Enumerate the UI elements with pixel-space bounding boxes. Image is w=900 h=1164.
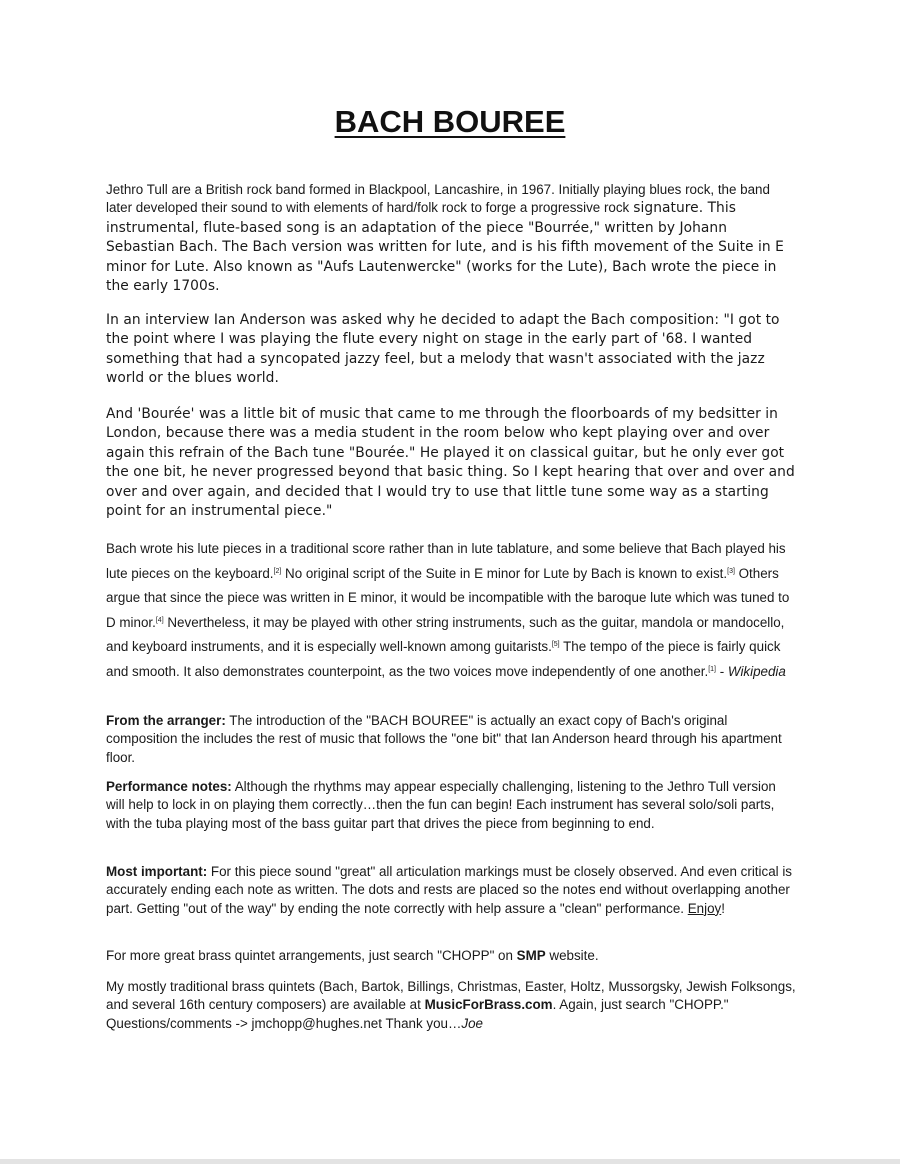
more-text: For more great brass quintet arrangements, just search "CHOPP" on	[106, 948, 517, 963]
citation-5: [5]	[551, 641, 560, 649]
source-label: Wikipedia	[727, 663, 786, 679]
page-bottom-edge	[0, 1159, 900, 1164]
wiki-sentence-3: Others argue that since the piece was written in E minor, it would be incompatible with the baroque lute which was tuned to D minor.	[106, 565, 790, 630]
performance-label: Performance notes:	[106, 779, 232, 794]
important-paragraph	[106, 863, 796, 918]
interview-paragraph: In an interview Ian Anderson was asked why he decided to adapt the Bach composition: "I got to the point where I was playing the flute every night on stage in the early part of '68. I wanted something that had a syncopated jazzy feel, but a melody that wasn't associated with the jazz world or the blues world.	[106, 312, 780, 387]
more-tail: website.	[545, 948, 599, 963]
important-text: For this piece sound "great" all articulation markings must be closely observed. And even critical is accurately ending each note as written. The dots and rests are placed so the notes end without overlapping another part. Getting "out of the way" by ending the note correctly with help assure a "clean" performance.	[106, 864, 793, 916]
source-dash: -	[716, 663, 728, 679]
citation-1: [1]	[708, 665, 717, 673]
citation-2: [2]	[273, 567, 282, 575]
wiki-sentence-4: Nevertheless, it may be played with other string instruments, such as the guitar, mandola or mandocello, and keyboard instruments, and it is especially well-known among guitarists.	[106, 614, 785, 655]
performance-text: Although the rhythms may appear especially challenging, listening to the Jethro Tull version will help to lock in on playing them correctly…then the fun can begin! Each instrument has several solo/soli parts, with the tuba playing most of the bass guitar part that drives the piece from beginning to end.	[106, 779, 776, 831]
wikipedia-paragraph	[106, 537, 796, 685]
musicforbrass-link: MusicForBrass.com	[424, 997, 553, 1013]
smp-link: SMP	[516, 948, 546, 963]
page-title: BACH BOUREE	[334, 104, 566, 139]
wiki-sentence-5: The tempo of the piece is fairly quick and smooth. It also demonstrates counterpoint, as the two voices move independently of one another.	[106, 639, 781, 679]
closing-text: My mostly traditional brass quintets (Bach, Bartok, Billings, Christmas, Easter, Holtz, Mussorgsky, Jewish Folksongs, and several 16th century composers) are available at	[106, 979, 796, 1013]
intro-humanist-text: signature. This instrumental, flute-based song is an adaptation of the piece "Bourrée," written by Johann Sebastian Bach. The Bach version was written for lute, and is his fifth movement of the Suite in E minor for Lute. Also known as "Aufs Lautenwercke" (works for the Lute), Bach wrote the piece in the early 1700s.	[106, 200, 784, 294]
closing-paragraph	[106, 978, 796, 1033]
enjoy-bang: !	[721, 900, 725, 916]
important-label: Most important:	[106, 864, 208, 879]
enjoy-text: Enjoy	[687, 900, 722, 916]
arranger-label: From the arranger:	[106, 713, 226, 728]
wiki-sentence-2: No original script of the Suite in E minor for Lute by Bach is known to exist.	[281, 565, 728, 581]
quote-paragraph: And 'Bourée' was a little bit of music that came to me through the floorboards of my bedsitter in London, because there was a media student in the room below who kept playing over and over again this refrain of the Bach tune "Bourée." He played it on classical guitar, but he only ever got the one bit, he never progressed beyond that basic thing. So I kept hearing that over and over and over and over again, and decided that I would try to use that little tune some way as a starting point for an instrumental piece."	[106, 406, 795, 520]
performance-paragraph	[106, 778, 796, 833]
citation-3: [3]	[727, 567, 735, 575]
citation-4: [4]	[155, 616, 164, 624]
intro-sans-text: Jethro Tull are a British rock band formed in Blackpool, Lancashire, in 1967. Initially playing blues rock, the band later developed their sound to with elements of hard/folk rock to forge a progressive rock	[106, 182, 770, 216]
arranger-paragraph	[106, 712, 796, 767]
intro-paragraph	[106, 181, 796, 296]
signature-name: Joe	[461, 1015, 483, 1031]
closing-tail: . Again, just search "CHOPP." Questions/comments -> jmchopp@hughes.net Thank you…	[106, 997, 729, 1031]
wiki-sentence-1: Bach wrote his lute pieces in a traditional score rather than in lute tablature, and some believe that Bach played his lute pieces on the keyboard.	[106, 541, 786, 581]
more-paragraph	[106, 947, 796, 965]
arranger-text: The introduction of the "BACH BOUREE" is actually an exact copy of Bach's original composition the includes the rest of music that follows the "one bit" that Ian Anderson heard through his apartment floor.	[106, 713, 782, 765]
